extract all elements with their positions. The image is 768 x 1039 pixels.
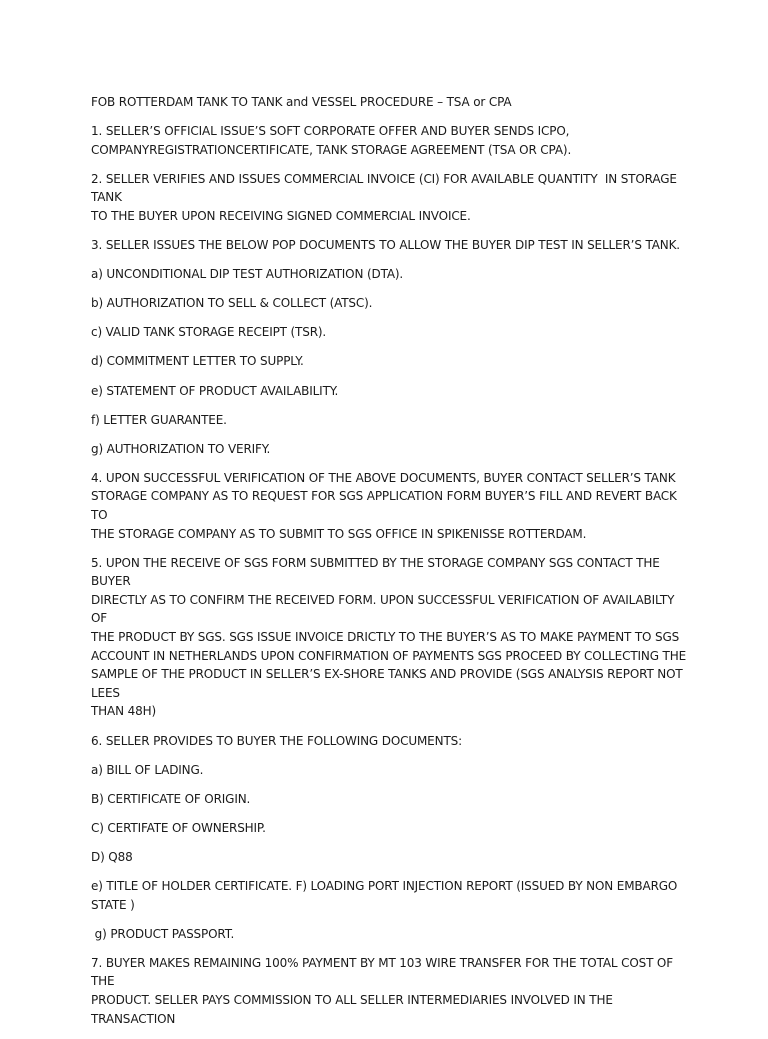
list-item-3d: d) COMMITMENT LETTER TO SUPPLY. (91, 354, 304, 369)
list-item-6g: g) PRODUCT PASSPORT. (91, 926, 235, 941)
list-item-6a: a) BILL OF LADING. (91, 762, 204, 777)
paragraph-step-7: 7. BUYER MAKES REMAINING 100% PAYMENT BY MT 103 WIRE TRANSFER FOR THE TOTAL COST OF THE PRODUCT. SELLER PAYS COMMISSION TO ALL SELLER INTERMEDIARIES INVOLVED IN THE TRANSACTION (91, 955, 673, 1026)
paragraph-step-5: 5. UPON THE RECEIVE OF SGS FORM SUBMITTED BY THE STORAGE COMPANY SGS CONTACT THE BUYER DIRECTLY AS TO CONFIRM THE RECEIVED FORM. UPON SUCCESSFUL VERIFICATION OF AVAILABILTY OF THE PRODUCT BY SGS. SGS ISSUE INVOICE DRICTLY TO THE BUYER’S AS TO MAKE PAYMENT TO SGS ACCOUNT IN NETHERLANDS UPON CONFIRMATION OF PAYMENTS SGS PROCEED BY COLLECTING THE SAMPLE OF THE PRODUCT IN SELLER’S EX-SHORE TANKS AND PROVIDE (SGS ANALYSIS REPORT NOT LEES THAN 48H) (91, 555, 687, 719)
list-item-3f: f) LETTER GUARANTEE. (91, 412, 227, 427)
paragraph-step-1: 1. SELLER’S OFFICIAL ISSUE’S SOFT CORPORATE OFFER AND BUYER SENDS ICPO, COMPANYREGISTRATIONCERTIFICATE, TANK STORAGE AGREEMENT (TSA OR CPA). (91, 124, 572, 157)
list-item-3a: a) UNCONDITIONAL DIP TEST AUTHORIZATION (DTA). (91, 267, 404, 282)
document-title: FOB ROTTERDAM TANK TO TANK and VESSEL PROCEDURE – TSA or CPA (91, 95, 512, 109)
list-item-3c: c) VALID TANK STORAGE RECEIPT (TSR). (91, 325, 327, 340)
list-item-6d: D) Q88 (91, 849, 133, 864)
paragraph-step-6: 6. SELLER PROVIDES TO BUYER THE FOLLOWING DOCUMENTS: (91, 733, 462, 748)
document-page (91, 93, 691, 1039)
list-item-6b: B) CERTIFICATE OF ORIGIN. (91, 791, 251, 806)
list-item-3g: g) AUTHORIZATION TO VERIFY. (91, 441, 271, 456)
paragraph-step-3: 3. SELLER ISSUES THE BELOW POP DOCUMENTS TO ALLOW THE BUYER DIP TEST IN SELLER’S TANK. (91, 238, 680, 253)
paragraph-step-2: 2. SELLER VERIFIES AND ISSUES COMMERCIAL INVOICE (CI) FOR AVAILABLE QUANTITY IN STORAGE TANK TO THE BUYER UPON RECEIVING SIGNED COMMERCIAL INVOICE. (91, 171, 677, 223)
paragraph-step-4: 4. UPON SUCCESSFUL VERIFICATION OF THE ABOVE DOCUMENTS, BUYER CONTACT SELLER’S TANK STORAGE COMPANY AS TO REQUEST FOR SGS APPLICATION FORM BUYER’S FILL AND REVERT BACK TO THE STORAGE COMPANY AS TO SUBMIT TO SGS OFFICE IN SPIKENISSE ROTTERDAM. (91, 470, 677, 541)
list-item-6e: e) TITLE OF HOLDER CERTIFICATE. F) LOADING PORT INJECTION REPORT (ISSUED BY NON EMBARGO STATE ) (91, 879, 678, 912)
list-item-3b: b) AUTHORIZATION TO SELL & COLLECT (ATSC). (91, 296, 373, 311)
list-item-3e: e) STATEMENT OF PRODUCT AVAILABILITY. (91, 383, 339, 398)
list-item-6c: C) CERTIFATE OF OWNERSHIP. (91, 820, 266, 835)
